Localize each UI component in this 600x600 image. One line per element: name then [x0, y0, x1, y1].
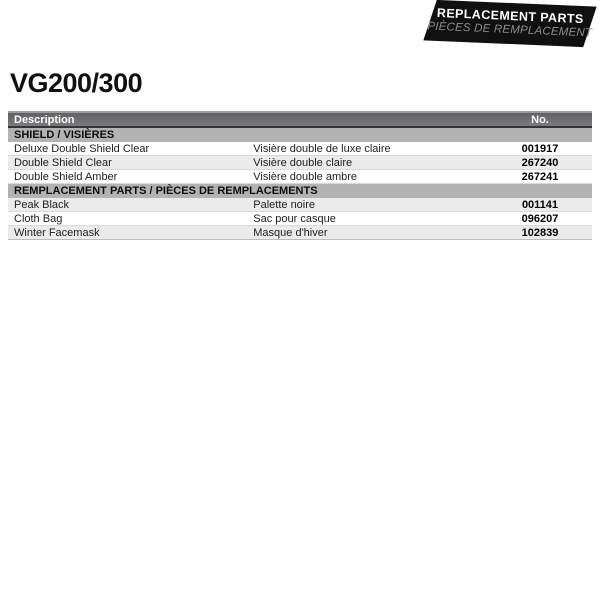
part-name-fr: Masque d'hiver [253, 226, 328, 239]
part-name-en: Deluxe Double Shield Clear [14, 142, 150, 155]
part-name-en: Winter Facemask [14, 226, 100, 239]
part-number: 267240 [521, 156, 559, 169]
part-name-fr: Visière double de luxe claire [253, 142, 391, 155]
banner-title-en: REPLACEMENT PARTS [436, 6, 584, 27]
part-name-fr: Sac pour casque [253, 212, 336, 225]
part-number: 267241 [521, 170, 559, 183]
section-header-shield: SHIELD / VISIÈRES [8, 128, 592, 142]
part-number: 001917 [521, 142, 559, 155]
replacement-parts-banner [429, 0, 591, 47]
table-row [8, 156, 592, 170]
table-row [8, 198, 592, 212]
part-name-fr: Visière double ambre [253, 170, 358, 183]
table-header-row [8, 111, 592, 128]
part-number: 001141 [521, 198, 559, 211]
part-name-en: Peak Black [14, 198, 70, 211]
column-header-no: No. [531, 113, 549, 126]
part-name-fr: Visière double claire [253, 156, 353, 169]
banner-title-fr: PIÈCES DE REMPLACEMENT [427, 20, 593, 40]
column-header-description: Description [14, 113, 75, 126]
part-name-fr: Palette noire [253, 198, 316, 211]
part-number: 102839 [521, 226, 559, 239]
section-header-replacement-parts: REMPLACEMENT PARTS / PIÈCES DE REMPLACEMENTS [8, 184, 592, 198]
parts-table [8, 111, 592, 240]
table-row [8, 226, 592, 240]
part-name-en: Cloth Bag [14, 212, 63, 225]
part-name-en: Double Shield Amber [14, 170, 118, 183]
table-row [8, 212, 592, 226]
table-row [8, 142, 592, 156]
table-row [8, 170, 592, 184]
part-number: 096207 [521, 212, 559, 225]
part-name-en: Double Shield Clear [14, 156, 112, 169]
page-title: VG200/300 [10, 68, 143, 98]
